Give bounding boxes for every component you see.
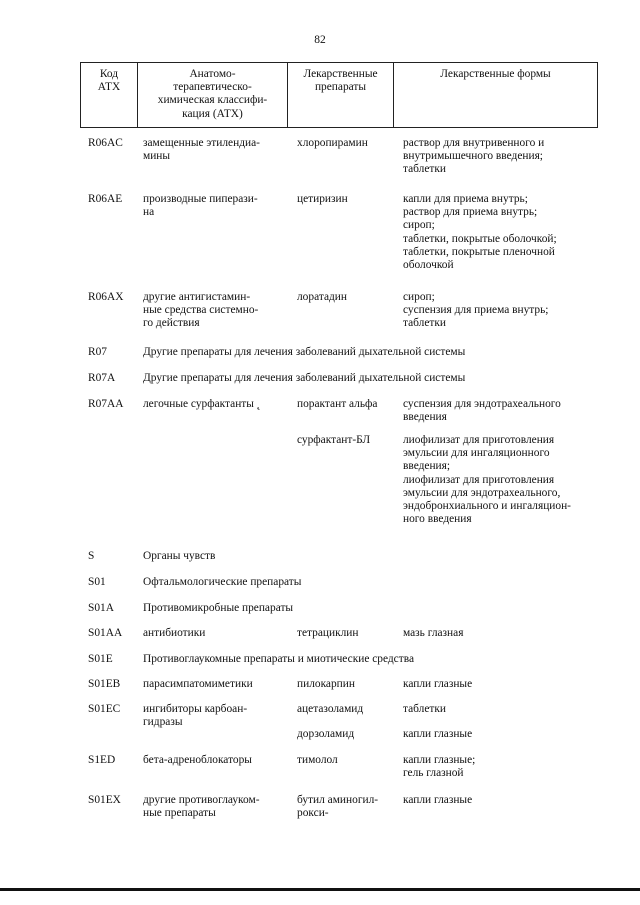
row-code: S [88, 550, 95, 562]
row-form: капли глазные [403, 728, 473, 740]
row-drug: цетиризин [297, 193, 348, 205]
row-class: парасимпатомиметики [143, 678, 253, 690]
row-code: R07AA [88, 398, 124, 410]
row-class: замещенные этилендиа- мины [143, 137, 260, 163]
row-drug: хлоропирамин [297, 137, 368, 149]
row-group-title: Противоглаукомные препараты и миотические средства [143, 653, 415, 665]
row-code: R07A [88, 372, 116, 384]
row-form: капли глазные [403, 794, 473, 806]
row-code: S01 [88, 576, 106, 588]
row-class: другие антигистамин- ные средства системно- го действия [143, 291, 259, 330]
row-code: S01EB [88, 678, 121, 690]
row-class [143, 398, 293, 411]
margin-mark: ˛ [256, 398, 261, 410]
row-group-title: Офтальмологические препараты [143, 576, 302, 588]
row-form: таблетки [403, 703, 447, 715]
row-code: R06AE [88, 193, 123, 205]
row-form: капли глазные [403, 678, 473, 690]
row-drug: тетрациклин [297, 627, 359, 639]
row-class: бета-адреноблокаторы [143, 754, 252, 766]
row-code: S1ED [88, 754, 116, 766]
row-form: капли глазные; гель глазной [403, 754, 476, 780]
row-class: производные пиперази- на [143, 193, 258, 219]
row-form: лиофилизат для приготовления эмульсии для ингаляционного введения; лиофилизат для приготовления эмульсии для эндотрахеального, эндобронхиального и ингаляцион- ного введения [403, 434, 571, 526]
table-header [80, 62, 598, 128]
header-atc: Анатомо- терапевтическо- химическая классифи- кация (АТХ) [137, 63, 287, 127]
row-code: R06AX [88, 291, 124, 303]
row-form: капли для приема внутрь; раствор для приема внутрь; сироп; таблетки, покрытые оболочкой; таблетки, покрытые пленочной оболочкой [403, 193, 557, 272]
page-number: 82 [314, 34, 326, 46]
row-drug: дорзоламид [297, 728, 355, 740]
row-code: S01EX [88, 794, 121, 806]
row-drug: ацетазоламид [297, 703, 364, 715]
row-code: S01EC [88, 703, 121, 715]
row-drug: сурфактант-БЛ [297, 434, 371, 446]
row-form: суспензия для эндотрахеального введения [403, 398, 561, 424]
row-drug: порактант альфа [297, 398, 378, 410]
row-form: мазь глазная [403, 627, 464, 639]
row-code: R06AC [88, 137, 123, 149]
row-group-title: Другие препараты для лечения заболеваний дыхательной системы [143, 346, 466, 358]
header-drugs: Лекарственные препараты [287, 63, 393, 127]
bottom-rule [0, 888, 640, 891]
row-group-title: Другие препараты для лечения заболеваний дыхательной системы [143, 372, 466, 384]
row-drug: тимолол [297, 754, 338, 766]
header-code: Код АТХ [97, 68, 121, 94]
row-drug: бутил аминогил- рокси- [297, 794, 379, 820]
row-form: раствор для внутривенного и внутримышечного введения; таблетки [403, 137, 545, 176]
row-class: антибиотики [143, 627, 206, 639]
row-group-title: Органы чувств [143, 550, 216, 562]
row-class: другие противоглауком- ные препараты [143, 794, 260, 820]
row-code: S01A [88, 602, 114, 614]
row-code: S01E [88, 653, 113, 665]
header-forms: Лекарственные формы [393, 63, 597, 127]
row-drug: пилокарпин [297, 678, 355, 690]
row-code: S01AA [88, 627, 123, 639]
row-class: ингибиторы карбоан- гидразы [143, 703, 248, 729]
row-drug: лоратадин [297, 291, 347, 303]
row-class-text: легочные сурфактанты [143, 398, 254, 410]
row-form: сироп; суспензия для приема внутрь; таблетки [403, 291, 549, 330]
row-group-title: Противомикробные препараты [143, 602, 294, 614]
row-code: R07 [88, 346, 107, 358]
